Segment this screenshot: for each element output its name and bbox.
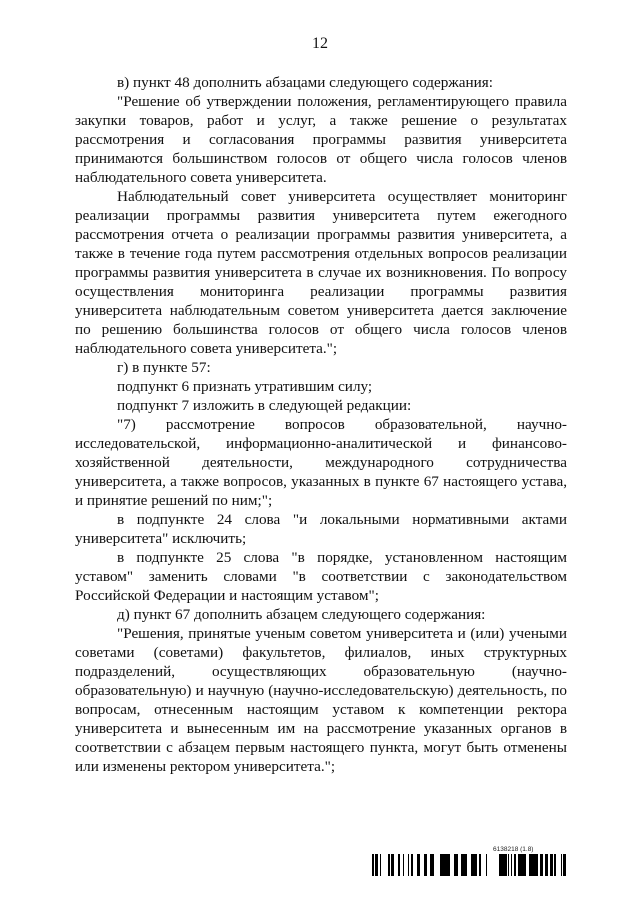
paragraph-item-v: в) пункт 48 дополнить абзацами следующего содержания: <box>117 74 493 91</box>
page-number: 12 <box>312 35 328 52</box>
barcode-label: 6138218 (1.8) <box>493 846 534 853</box>
paragraph-decision-clause: "Решение об утверждении положения, регламентирующего правила закупки товаров, работ и услуг, а также решение о результатах рассмотрения и согласования программы развития университета принимаются большинством голосов от общего числа голосов членов наблюдательного совета университета. <box>75 93 567 186</box>
paragraph-subitem-7-intro: подпункт 7 изложить в следующей редакции: <box>117 397 412 414</box>
paragraph-subitem-6: подпункт 6 признать утратившим силу; <box>117 378 373 395</box>
paragraph-monitoring: Наблюдательный совет университета осуществляет мониторинг реализации программы развития университета путем ежегодного рассмотрения отчета о реализации программы развития университета, а также в течение года путем рассмотрения отдельных вопросов реализации программы развития университета в случае их возникновения. По вопросу осуществления мониторинга реализации программы развития университета наблюдательным советом университета дается заключение по решению большинства голосов от общего числа голосов членов наблюдательного совета университета."; <box>75 188 567 357</box>
document-body <box>75 73 567 776</box>
paragraph-item-g: г) в пункте 57: <box>117 359 211 376</box>
paragraph-subitem-24: в подпункте 24 слова "и локальными нормативными актами университета" исключить; <box>75 511 567 547</box>
paragraph-decisions-text: "Решения, принятые ученым советом университета и (или) учеными советами (советами) факультетов, филиалов, иных структурных подразделений, осуществляющих образовательную (научно-образовательную) и научную (научно-исследовательскую) деятельность, по вопросам, отнесенным настоящим уставом к компетенции ректора университета и вынесенным им на рассмотрение указанных органов в соответствии с абзацем первым настоящего пункта, могут быть отменены или изменены ректором университета."; <box>75 625 567 775</box>
paragraph-subitem-7-text: "7) рассмотрение вопросов образовательной, научно-исследовательской, информационно-аналитической и финансово-хозяйственной деятельности, международного сотрудничества университета, а также вопросов, указанных в пункте 67 настоящего устава, и принятие решений по ним;"; <box>75 416 567 509</box>
paragraph-subitem-25: в подпункте 25 слова "в порядке, установленном настоящим уставом" заменить словами "в соответствии с законодательством Российской Федерации и настоящим уставом"; <box>75 549 567 604</box>
paragraph-item-d: д) пункт 67 дополнить абзацем следующего содержания: <box>117 606 486 623</box>
barcode-image <box>372 854 568 876</box>
